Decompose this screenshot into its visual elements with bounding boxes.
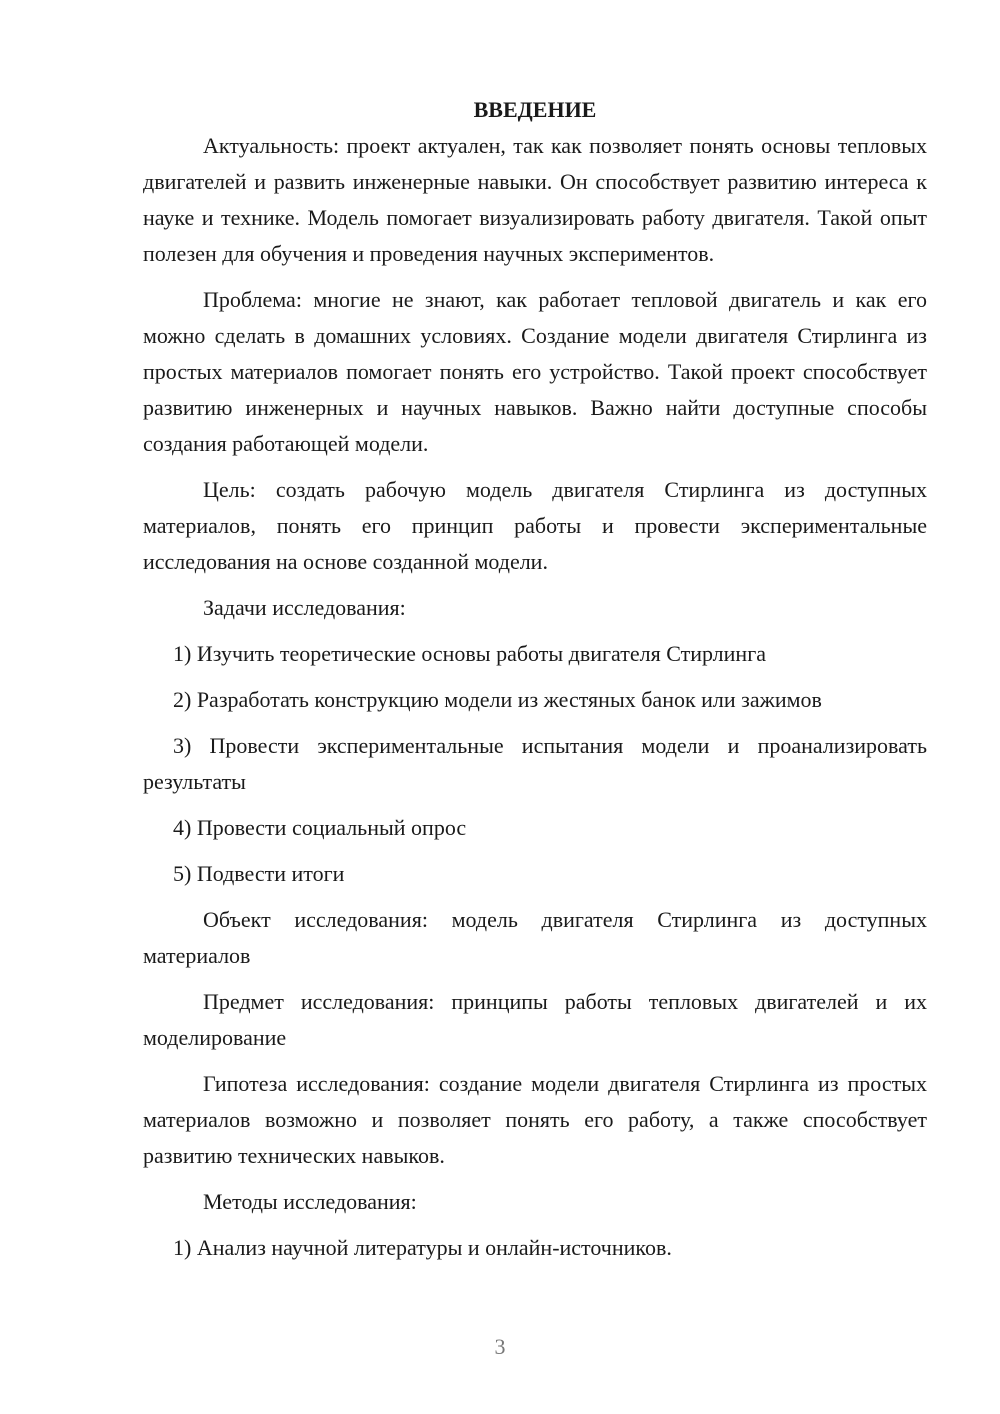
paragraph-relevance: Актуальность: проект актуален, так как позволяет понять основы тепловых двигателей и развить инженерные навыки. Он способствует развитию интереса к науке и технике. Модель помогает визуализировать работу двигателя. Такой опыт полезен для обучения и проведения научных экспериментов. <box>143 133 927 266</box>
task-item: 1) Изучить теоретические основы работы двигателя Стирлинга <box>173 641 766 666</box>
page-number: 3 <box>494 1334 506 1359</box>
task-item: 5) Подвести итоги <box>173 861 345 886</box>
tasks-heading: Задачи исследования: <box>203 595 406 620</box>
document-page <box>143 92 927 1266</box>
paragraph-object: Объект исследования: модель двигателя Стирлинга из доступных материалов <box>143 907 927 968</box>
task-item: 2) Разработать конструкцию модели из жестяных банок или зажимов <box>173 687 822 712</box>
paragraph-subject: Предмет исследования: принципы работы тепловых двигателей и их моделирование <box>143 989 927 1050</box>
paragraph-problem: Проблема: многие не знают, как работает тепловой двигатель и как его можно сделать в домашних условиях. Создание модели двигателя Стирлинга из простых материалов помогает понять его устройство. Такой проект способствует развитию инженерных и научных навыков. Важно найти доступные способы создания работающей модели. <box>143 287 927 456</box>
paragraph-hypothesis: Гипотеза исследования: создание модели двигателя Стирлинга из простых материалов возможно и позволяет понять его работу, а также способствует развитию технических навыков. <box>143 1071 927 1168</box>
task-item: 4) Провести социальный опрос <box>173 815 467 840</box>
method-item: 1) Анализ научной литературы и онлайн-источников. <box>173 1235 672 1260</box>
methods-heading: Методы исследования: <box>203 1189 417 1214</box>
page-title: ВВЕДЕНИЕ <box>473 97 597 122</box>
task-item: 3) Провести экспериментальные испытания модели и проанализировать результаты <box>143 733 927 794</box>
paragraph-goal: Цель: создать рабочую модель двигателя Стирлинга из доступных материалов, понять его принцип работы и провести экспериментальные исследования на основе созданной модели. <box>143 477 927 574</box>
